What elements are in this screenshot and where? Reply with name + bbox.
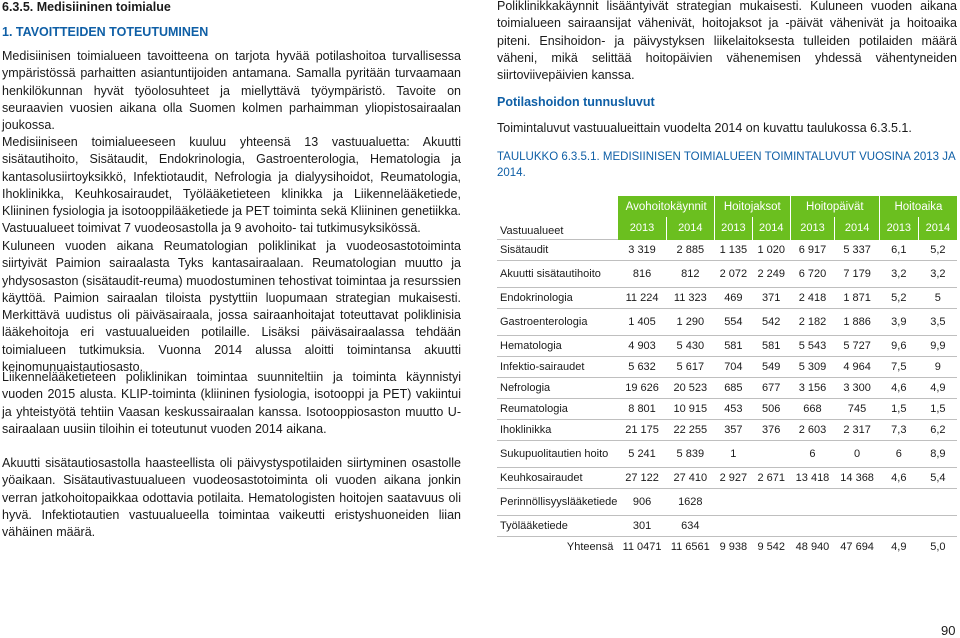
- table-cell: 3 156: [790, 378, 835, 399]
- table-corner-cell: [497, 196, 618, 217]
- table-cell: 6: [879, 441, 918, 468]
- table-cell: 745: [835, 399, 880, 420]
- table-cell: 4,9: [918, 378, 957, 399]
- total-cell: 5,0: [918, 537, 957, 558]
- table-cell: [790, 489, 835, 516]
- table-cell: 7,5: [879, 357, 918, 378]
- group-header-care-days: Hoitopäivät: [790, 196, 879, 217]
- table-cell: [918, 516, 957, 537]
- table-cell: 5 727: [835, 336, 880, 357]
- table-cell: 1 020: [752, 240, 790, 261]
- paragraph-table-reference: Toimintaluvut vastuualueittain vuodelta 2014 on kuvattu taulukossa 6.3.5.1.: [497, 121, 912, 135]
- total-label: Yhteensä: [566, 541, 614, 553]
- table-cell: 5,2: [918, 240, 957, 261]
- total-cell: 9 542: [752, 537, 790, 558]
- paragraph-rheumatology: Kuluneen vuoden aikana Reumatologian poliklinikat ja vuodeosastotoiminta siirtyivät Paimion sairaalasta Tyks kantasairaalaan. Reumatologian muutto ja yhdysosaston (sisätaudit-reuma) muodostuminen tehostivat toimintaa ja resurssien käyttöä. Paimion sairaalan tiloista pystyttiin luopumaan strategian mukaisesti. Merkittävä uudistus oli päiväsairaala, jossa sairaanhoitajat toteuttavat poliklinisia lääkehoitoja eri vastuualueiden potilaille. Lisäksi päiväsairaalassa tehdään toimialueen tutkimuksia. Vuonna 2014 alussa aloitti toimintansa akuutti keinomunuaistautiosasto.: [2, 239, 461, 375]
- table-cell: 357: [714, 420, 752, 441]
- table-cell: 3,2: [918, 261, 957, 288]
- table-cell: 453: [714, 399, 752, 420]
- table-cell: 549: [752, 357, 790, 378]
- table-cell: 1 135: [714, 240, 752, 261]
- table-cell: 2 927: [714, 468, 752, 489]
- table-cell: [714, 516, 752, 537]
- table-row: [497, 468, 957, 489]
- table-cell: 3 300: [835, 378, 880, 399]
- table-cell: 1 886: [835, 309, 880, 336]
- total-cell: 11 0471: [618, 537, 666, 558]
- row-label: Hematologia: [497, 336, 618, 357]
- table-cell: 1,5: [879, 399, 918, 420]
- table-cell: 6 720: [790, 261, 835, 288]
- table-cell: 2 603: [790, 420, 835, 441]
- table-cell: [835, 489, 880, 516]
- table-row: [497, 420, 957, 441]
- table-cell: 581: [714, 336, 752, 357]
- year-header: 2014: [918, 217, 957, 240]
- table-row: [497, 489, 957, 516]
- total-cell: 48 940: [790, 537, 835, 558]
- table-cell: 1 405: [618, 309, 666, 336]
- table-cell: 10 915: [666, 399, 714, 420]
- table-year-header-row: [497, 217, 957, 240]
- table-cell: 1628: [666, 489, 714, 516]
- table-cell: 685: [714, 378, 752, 399]
- table-cell: [752, 516, 790, 537]
- table-cell: 9,9: [918, 336, 957, 357]
- table-row: [497, 378, 957, 399]
- year-header: 2013: [879, 217, 918, 240]
- table-cell: [752, 441, 790, 468]
- table-cell: 0: [835, 441, 880, 468]
- table-cell: 7,3: [879, 420, 918, 441]
- activity-table: [497, 196, 957, 557]
- table-cell: 376: [752, 420, 790, 441]
- table-row: [497, 309, 957, 336]
- table-cell: [879, 489, 918, 516]
- row-label: Nefrologia: [497, 378, 618, 399]
- table-cell: 1 871: [835, 288, 880, 309]
- table-cell: [879, 516, 918, 537]
- table-cell: 3,5: [918, 309, 957, 336]
- table-row: [497, 357, 957, 378]
- table-cell: 5,2: [879, 288, 918, 309]
- table-caption: TAULUKKO 6.3.5.1. MEDISIINISEN TOIMIALUEEN TOIMINTALUVUT VUOSINA 2013 JA 2014.: [497, 151, 956, 179]
- group-header-care-episodes: Hoitojaksot: [714, 196, 790, 217]
- table-cell: 13 418: [790, 468, 835, 489]
- table-cell: 5 241: [618, 441, 666, 468]
- year-header: 2014: [835, 217, 880, 240]
- table-cell: 2 671: [752, 468, 790, 489]
- table-row: [497, 516, 957, 537]
- year-header: 2013: [714, 217, 752, 240]
- table-cell: 3,9: [879, 309, 918, 336]
- year-header: 2014: [666, 217, 714, 240]
- table-cell: 5 839: [666, 441, 714, 468]
- table-total-row: [497, 537, 957, 558]
- row-label: Työlääketiede: [497, 516, 618, 537]
- row-label: Sisätaudit: [497, 240, 618, 261]
- table-cell: 7 179: [835, 261, 880, 288]
- table-cell: 1,5: [918, 399, 957, 420]
- table-cell: 371: [752, 288, 790, 309]
- table-cell: 542: [752, 309, 790, 336]
- table-cell: 5 632: [618, 357, 666, 378]
- table-cell: 1 290: [666, 309, 714, 336]
- table-cell: 5 430: [666, 336, 714, 357]
- table-row: [497, 441, 957, 468]
- table-cell: 27 410: [666, 468, 714, 489]
- table-row: [497, 240, 957, 261]
- table-cell: 8 801: [618, 399, 666, 420]
- table-cell: 9: [918, 357, 957, 378]
- heading-patient-care-indicators: Potilashoidon tunnusluvut: [497, 95, 655, 109]
- row-label: Sukupuolitautien hoito: [497, 441, 618, 468]
- table-cell: 5 543: [790, 336, 835, 357]
- group-header-care-time: Hoitoaika: [879, 196, 957, 217]
- table-cell: 506: [752, 399, 790, 420]
- page-number: 90: [941, 623, 956, 638]
- table-cell: 5 337: [835, 240, 880, 261]
- total-cell: 47 694: [835, 537, 880, 558]
- table-cell: 301: [618, 516, 666, 537]
- table-row: [497, 336, 957, 357]
- table-cell: 6,1: [879, 240, 918, 261]
- table-cell: 4,6: [879, 378, 918, 399]
- table-cell: 19 626: [618, 378, 666, 399]
- row-label: Infektio-sairaudet: [497, 357, 618, 378]
- table-cell: [835, 516, 880, 537]
- table-cell: 4 964: [835, 357, 880, 378]
- table-cell: 6,2: [918, 420, 957, 441]
- table-cell: 20 523: [666, 378, 714, 399]
- table-cell: 6 917: [790, 240, 835, 261]
- table-cell: 4,6: [879, 468, 918, 489]
- table-cell: 816: [618, 261, 666, 288]
- table-cell: 2 885: [666, 240, 714, 261]
- table-cell: 4 903: [618, 336, 666, 357]
- table-cell: 2 317: [835, 420, 880, 441]
- table-cell: 469: [714, 288, 752, 309]
- table-cell: 5 617: [666, 357, 714, 378]
- table-cell: 634: [666, 516, 714, 537]
- table-cell: 5,4: [918, 468, 957, 489]
- table-body: [497, 240, 957, 558]
- table-cell: 5: [918, 288, 957, 309]
- table-cell: 8,9: [918, 441, 957, 468]
- total-cell: 9 938: [714, 537, 752, 558]
- row-label: Perinnöllisyyslääketiede: [497, 489, 618, 516]
- section-title: 6.3.5. Medisiininen toimialue: [2, 0, 171, 14]
- row-label: Ihoklinikka: [497, 420, 618, 441]
- table-row: [497, 261, 957, 288]
- group-header-outpatient-visits: Avohoitokäynnit: [618, 196, 715, 217]
- table-cell: 2 072: [714, 261, 752, 288]
- table-cell: 21 175: [618, 420, 666, 441]
- paragraph-traffic-medicine: Liikennelääketieteen poliklinikan toimintaa suunniteltiin ja toiminta käynnistyi vuoden 2015 alusta. KLIP-toiminta (kliininen fysiologia, isotooppi ja PET) vakiintui ja yhteistyötä tehtiin Vaasan keskussairaalan kanssa. Isotooppiosaston muutto U-sairaalaan uusiin tiloihin ei toteutunut vuoden 2014 aikana.: [2, 370, 461, 436]
- table-cell: 11 323: [666, 288, 714, 309]
- paragraph-outpatient: Poliklinikkakäynnit lisääntyivät strategian mukaisesti. Kuluneen vuoden aikana toimialueen sairaansijat vähenivät, hoitojaksot ja -päivät vähenivät ja hoitoaika piteni. Ensihoidon- ja päivystyksen liikelaitoksesta tulleiden potilaiden määrä väheni, mikä selittää hoitopäivien vähenemisen yhdessä vähentyneiden siirtoviivepäivien kanssa.: [497, 0, 957, 83]
- table-row: [497, 288, 957, 309]
- table-cell: 3,2: [879, 261, 918, 288]
- paragraph-acute-care: Akuutti sisätautiosastolla haasteellista oli päivystyspotilaiden siirtyminen osastolle yöaikaan. Sisätautivastuualueen vuodeosastotoiminta oli vuoden aikana jonkin verran jatkohoitopaikkaa odottavia potilaita. Hematologisten hoitojen saatavuus oli hyvä. Infektiotautien vastuualueella toimintaa vaikeutti eristyshuoneiden liian vähäinen määrä.: [2, 456, 461, 540]
- table-cell: 5 309: [790, 357, 835, 378]
- table-cell: 2 182: [790, 309, 835, 336]
- table-cell: 677: [752, 378, 790, 399]
- year-header: 2013: [618, 217, 666, 240]
- row-label: Reumatologia: [497, 399, 618, 420]
- table-cell: 2 249: [752, 261, 790, 288]
- table-cell: 27 122: [618, 468, 666, 489]
- total-cell: 11 6561: [666, 537, 714, 558]
- table-cell: 1: [714, 441, 752, 468]
- table-cell: 9,6: [879, 336, 918, 357]
- row-label: Gastroenterologia: [497, 309, 618, 336]
- table-row: [497, 399, 957, 420]
- table-cell: 22 255: [666, 420, 714, 441]
- table-cell: 704: [714, 357, 752, 378]
- year-header: 2014: [752, 217, 790, 240]
- table-cell: 812: [666, 261, 714, 288]
- year-header: 2013: [790, 217, 835, 240]
- table-cell: 14 368: [835, 468, 880, 489]
- row-label: Akuutti sisätautihoito: [497, 261, 618, 288]
- table-cell: [918, 489, 957, 516]
- table-cell: 906: [618, 489, 666, 516]
- table-cell: 554: [714, 309, 752, 336]
- table-cell: 581: [752, 336, 790, 357]
- row-label: Keuhkosairaudet: [497, 468, 618, 489]
- table-group-header-row: [497, 196, 957, 217]
- table-cell: 3 319: [618, 240, 666, 261]
- table-cell: 2 418: [790, 288, 835, 309]
- paragraph-units: Medisiiniseen toimialueeseen kuuluu yhteensä 13 vastuualuetta: Akuutti sisätautihoito, Sisätaudit, Endokrinologia, Gastroenterologia, Hematologia ja kantasolusiirtoyksikkö, Infektiotaudit, Nefrologia ja dialyysihoidot, Reumatologia, Ihoklinikka, Keuhkosairaudet, Työlääketieteen klinikka ja Liikennelääketiede, Kliininen fysiologia ja isotooppilääketiede ja PET toiminta sekä Kliininen genetiikka. Vastuualueet toimivat 7 vuodeosastolla ja 9 avohoito- tai tutkimusyksikössä.: [2, 135, 461, 236]
- table-cell: 11 224: [618, 288, 666, 309]
- table-cell: [752, 489, 790, 516]
- table-cell: [714, 489, 752, 516]
- row-label: Endokrinologia: [497, 288, 618, 309]
- heading-goals: 1. TAVOITTEIDEN TOTEUTUMINEN: [2, 25, 209, 39]
- total-cell: 4,9: [879, 537, 918, 558]
- table-cell: [790, 516, 835, 537]
- table-cell: 6: [790, 441, 835, 468]
- row-header-label: Vastuualueet: [497, 217, 618, 240]
- paragraph-goals: Medisiinisen toimialueen tavoitteena on tarjota hyvää potilashoitoa turvallisessa ympäristössä parhaitten asiantuntijoiden antamana. Samalla pyritään turvaamaan henkilökunnan hyvät työolosuhteet ja miellyttävä työympäristö. Tavoite on seuraavien vuosien aikana olla Suomen kolmen parhaimman yliopistosairaalan joukossa.: [2, 49, 461, 133]
- table-cell: 668: [790, 399, 835, 420]
